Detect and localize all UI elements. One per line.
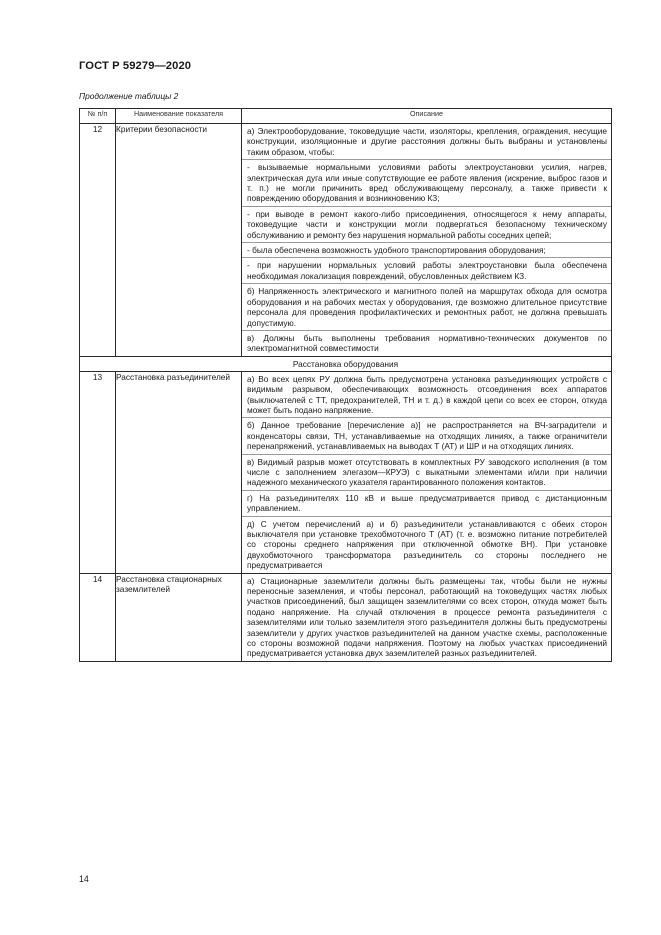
- row-number: 13: [80, 371, 116, 573]
- table-header-row: [80, 109, 612, 124]
- description-paragraph: б) Напряженность электрического и магнитного полей на маршрутах обхода для осмотра оборудования и на рабочих местах у оборудования, где возможно длительное присутствие персонала для проведения профилактических и ремонтных работ, не должна превышать допустимую.: [242, 283, 611, 330]
- section-row: [80, 356, 612, 371]
- indicator-name: Расстановка стационарных заземлителей: [116, 573, 242, 661]
- table-row: [80, 371, 612, 573]
- description-paragraph: - была обеспечена возможность удобного транспортирования оборудования;: [242, 242, 611, 257]
- description-paragraph: - вызываемые нормальными условиями работы электроустановки усилия, нагрев, электрическая дуга или иные сопутствующие ее работе явления (искрение, выброс газов и т. п.) не могли причинить вред обслуживающему персоналу, а также привести к повреждению оборудования и возникновению КЗ;: [242, 159, 611, 206]
- description-paragraph: в) Видимый разрыв может отсутствовать в комплектных РУ заводского исполнения (в том числе с заполнением элегазом—КРУЭ) с выкатными элементами и/или при наличии надежного механического указателя гарантированного положения контактов.: [242, 454, 611, 490]
- document-header: ГОСТ Р 59279—2020: [79, 60, 192, 72]
- row-number: 12: [80, 124, 116, 357]
- description-paragraph: - при выводе в ремонт какого-либо присоединения, относящегося к нему аппараты, токоведущие части и конструкции могли подвергаться безопасному техническому обслуживанию и ремонту без нарушения нормальной работы соседних цепей;: [242, 206, 611, 242]
- description-paragraph: а) Во всех цепях РУ должна быть предусмотрена установка разъединяющих устройств с видимым разрывом, обеспечивающих возможность отсоединения всех аппаратов (выключателей с ТТ, предохранителей, ТН и т. д.) в каждой цепи со всех ее сторон, откуда может быть подано напряжение.: [247, 373, 607, 415]
- table-row: [80, 573, 612, 661]
- description-cell: [242, 573, 612, 661]
- description-paragraph: а) Электрооборудование, токоведущие части, изоляторы, крепления, ограждения, несущие конструкции, изоляционные и другие расстояния должны быть выбраны и установлены таким образом, чтобы:: [247, 126, 607, 157]
- row-number: 14: [80, 573, 116, 661]
- description-paragraph: д) С учетом перечислений а) и б) разъединители устанавливаются с обеих сторон выключателя при установке трехобмоточного Т (АТ) (т. е. возможно питание потребителей со стороны среднего напряжения при отключенной обмотке ВН). При установке двухобмоточного трансформатора разъединитель со стороны последнего не предусматривается: [242, 516, 611, 573]
- specification-table: [79, 108, 612, 662]
- table-row: [80, 124, 612, 357]
- page-number: 14: [79, 874, 89, 884]
- indicator-name: Расстановка разъединителей: [116, 371, 242, 573]
- column-header-name: Наименование показателя: [116, 109, 242, 124]
- description-cell: [242, 371, 612, 573]
- description-paragraph: а) Стационарные заземлители должны быть размещены так, чтобы были не нужны переносные заземления, и чтобы персонал, работающий на токоведущих частях любых участков присоединений, был защищен заземлителями со всех сторон, откуда может быть подано напряжение. На случай отключения в процессе ремонта разъединителя с заземлителями или только заземлителя этого разъединителя должны быть предусмотрены заземлители у других участков разъединителей на данном участке схемы, расположенные со стороны возможной подачи напряжения. Поэтому на любых участках присоединений предусматривается установка двух заземлителей разных разъединителей.: [247, 575, 607, 659]
- column-header-number: № п/п: [80, 109, 116, 124]
- section-heading: Расстановка оборудования: [80, 356, 612, 371]
- column-header-description: Описание: [242, 109, 612, 124]
- description-paragraph: - при нарушении нормальных условий работы электроустановки была обеспечена необходимая локализация повреждений, обусловленных действием КЗ.: [242, 257, 611, 283]
- description-paragraph: г) На разъединителях 110 кВ и выше предусматривается привод с дистанционным управлением.: [242, 490, 611, 516]
- table-continuation-label: Продолжение таблицы 2: [79, 91, 179, 101]
- description-paragraph: б) Данное требование [перечисление а)] не распространяется на ВЧ-заградители и конденсаторы связи, ТН, устанавливаемые на отходящих линиях, а также ограничители перенапряжений, устанавливаемых на выводах Т (АТ) и ШР и на отходящих линиях.: [242, 417, 611, 453]
- description-paragraph: в) Должны быть выполнены требования нормативно-технических документов по электромагнитной совместимости: [242, 330, 611, 356]
- description-cell: [242, 124, 612, 357]
- indicator-name: Критерии безопасности: [116, 124, 242, 357]
